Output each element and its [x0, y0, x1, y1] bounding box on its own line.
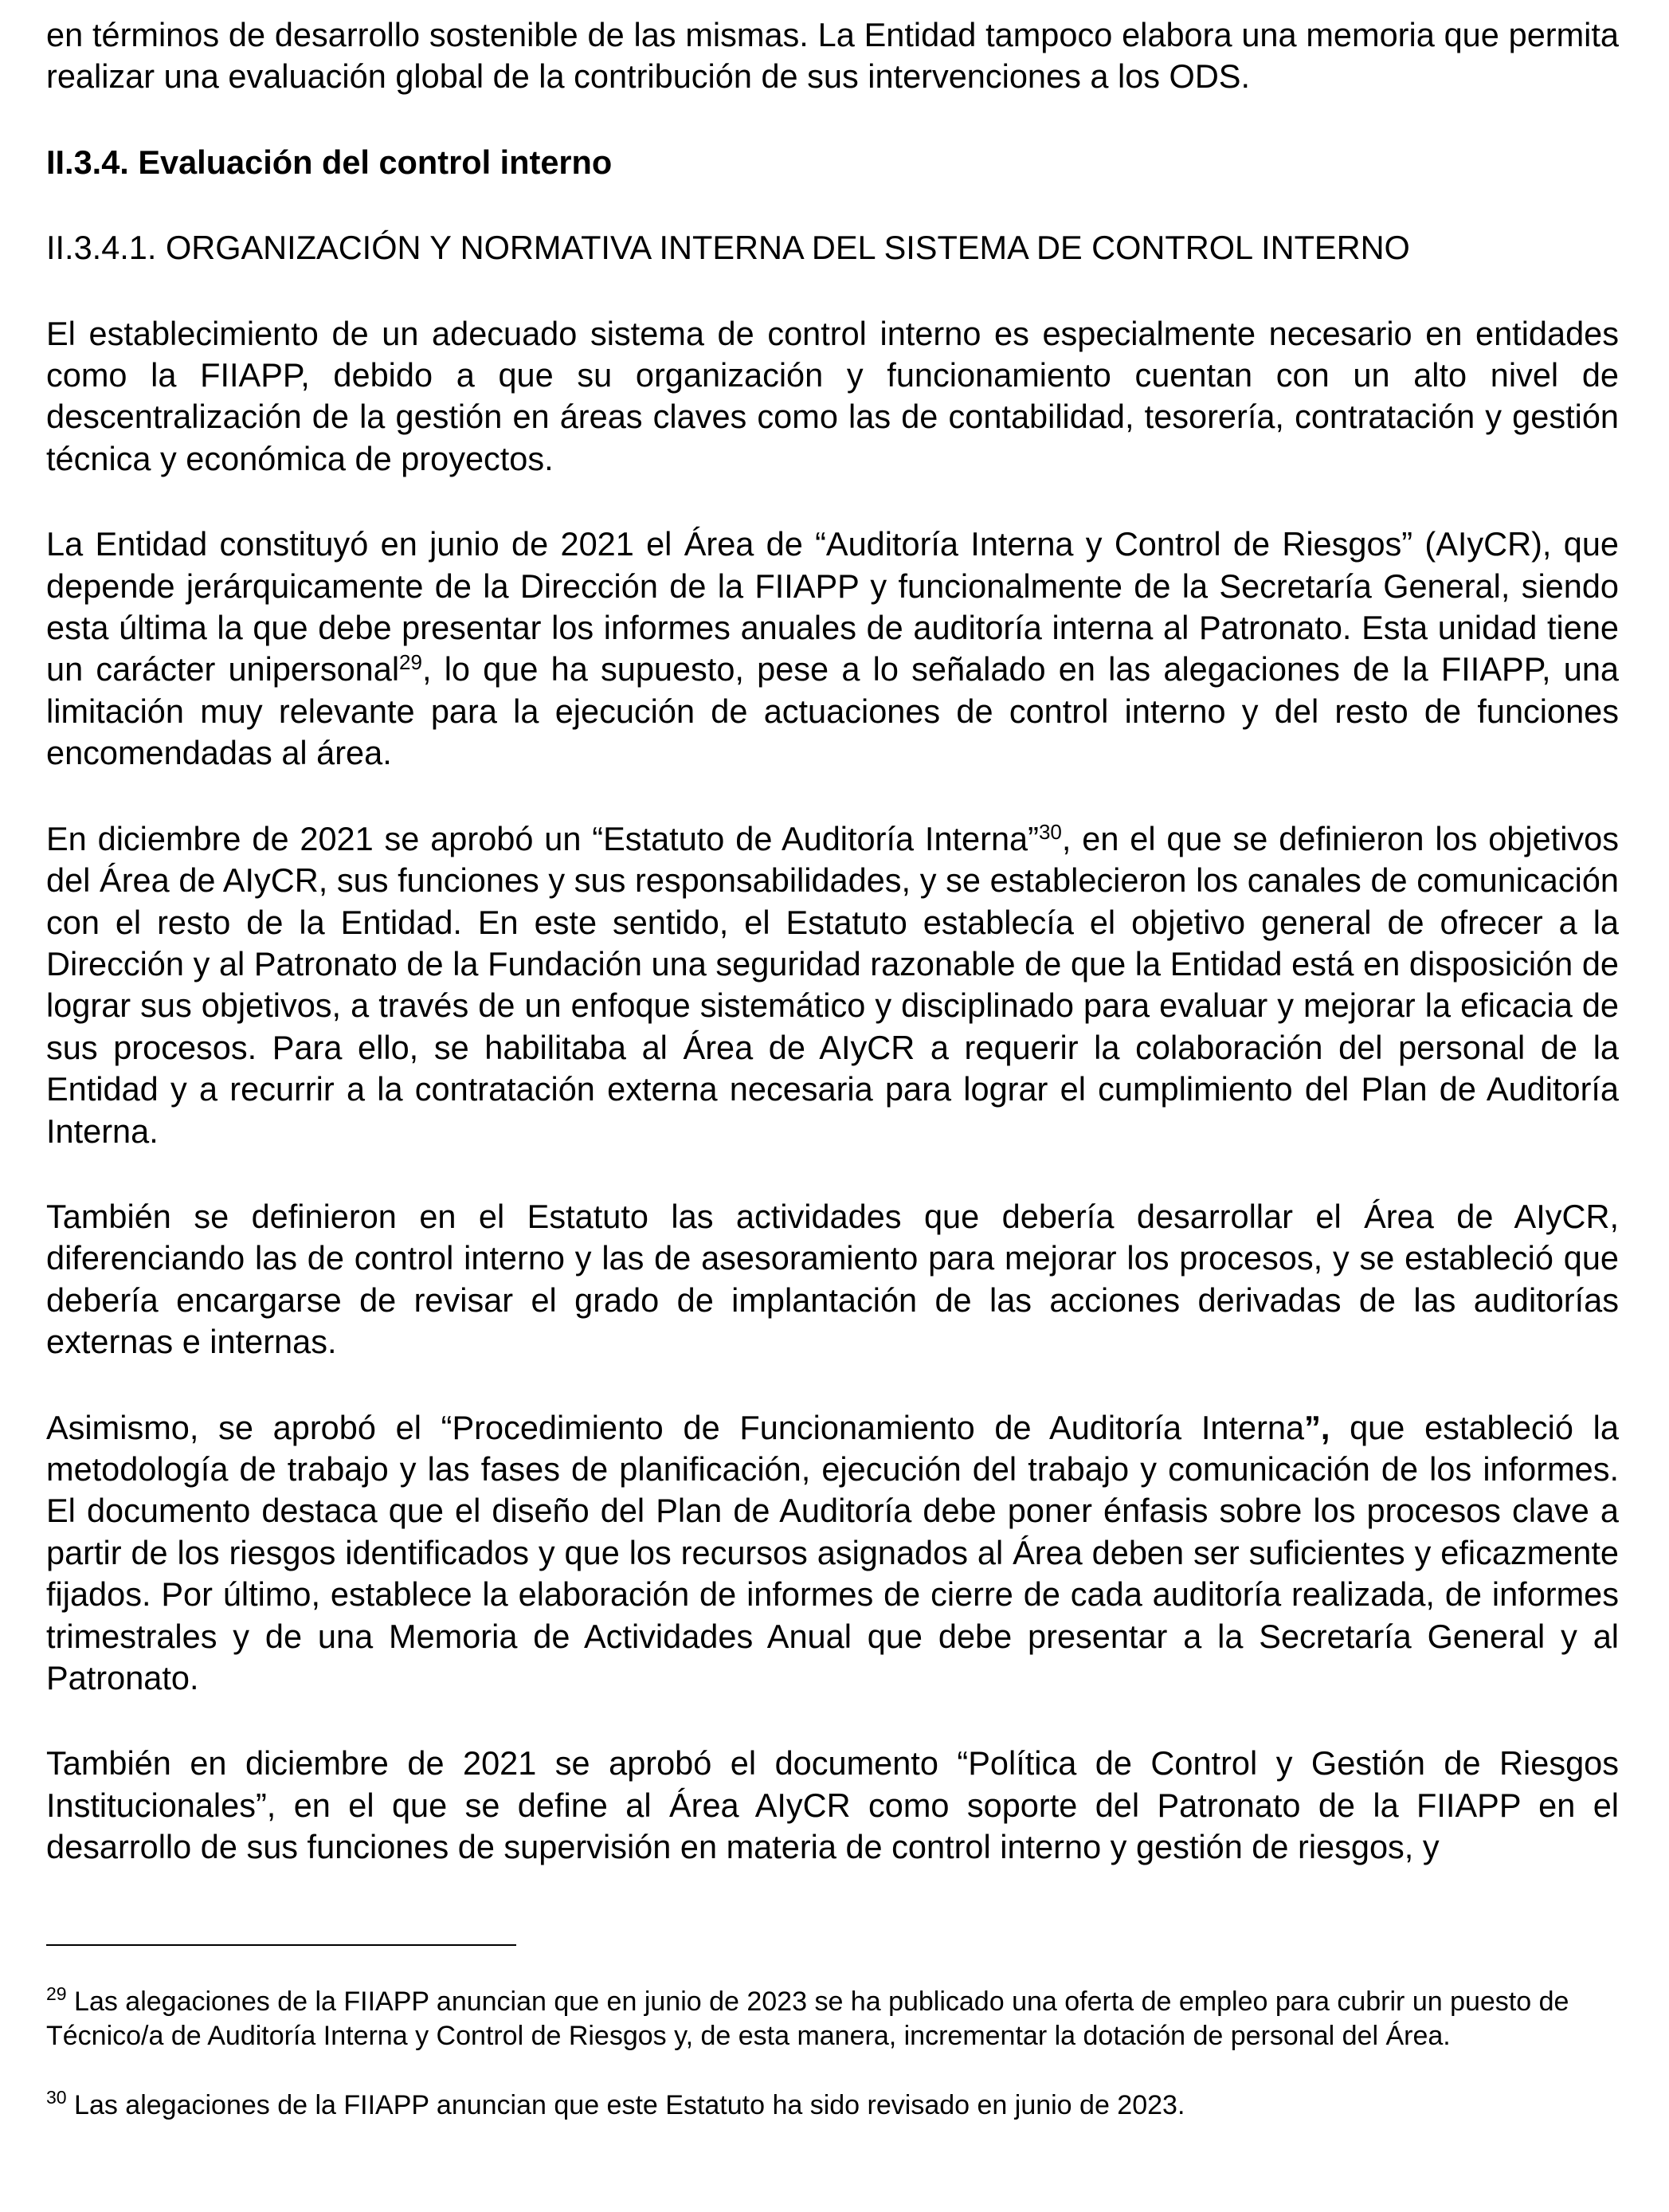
footnote-number: 29: [46, 1983, 67, 2004]
paragraph-3-text-b: , en el que se definieron los objetivos del Área de AIyCR, sus funciones y sus responsabilidades, y se establecieron los canales de comunicación con el resto de la Entidad. En este sentido, el Estatuto establecía el objetivo general de ofrecer a la Dirección y al Patronato de la Fundación una seguridad razonable de que la Entidad está en disposición de lograr sus objetivos, a través de un enfoque sistemático y disciplinado para evaluar y mejorar la eficacia de sus procesos. Para ello, se habilitaba al Área de AIyCR a requerir la colaboración del personal de la Entidad y a recurrir a la contratación externa necesaria para lograr el cumplimiento del Plan de Auditoría Interna.: [46, 819, 1620, 1150]
paragraph-5-text-b: que estableció la metodología de trabajo y las fases de planificación, ejecución del trabajo y comunicación de los informes. El documento destaca que el diseño del Plan de Auditoría debe poner énfasis sobre los procesos clave a partir de los riesgos identificados y que los recursos asignados al Área deben ser suficientes y eficazmente fijados. Por último, establece la elaboración de informes de cierre de cada auditoría realizada, de informes trimestrales y de una Memoria de Actividades Anual que debe presentar a la Secretaría General y al Patronato.: [46, 1408, 1619, 1696]
paragraph-5: [46, 1407, 1619, 1700]
paragraph-2: [46, 524, 1619, 774]
spacer: [46, 1152, 1619, 1196]
paragraph-2-text-b: , lo que ha supuesto, pese a lo señalado en las alegaciones de la FIIAPP, una limitación muy relevante para la ejecución de actuaciones de control interno y del resto de funciones encomendadas al área.: [46, 650, 1619, 772]
document-page: [46, 14, 1619, 1869]
spacer: [46, 98, 1619, 142]
spacer: [46, 183, 1619, 227]
footnote-30: [46, 2088, 1609, 2123]
paragraph-3-text-a: En diciembre de 2021 se aprobó un “Estatuto de Auditoría Interna”: [46, 819, 1039, 857]
paragraph-2-text-a: La Entidad constituyó en junio de 2021 el Área de “Auditoría Interna y Control de Riesgos” (AIyCR), que depende jerárquicamente de la Dirección de la FIIAPP y funcionalmente de la Secretaría General, siendo esta última la que debe presentar los informes anuales de auditoría interna al Patronato. Esta unidad tiene un carácter unipersonal: [46, 525, 1619, 688]
paragraph-5-text-a: Asimismo, se aprobó el “Procedimiento de Funcionamiento de Auditoría Interna: [46, 1408, 1305, 1446]
spacer: [46, 1699, 1619, 1743]
paragraph-3: [46, 818, 1619, 1152]
footnote-number: 30: [46, 2087, 67, 2108]
spacer: [46, 1363, 1619, 1407]
spacer: [46, 480, 1619, 524]
subsection-heading: II.3.4.1. ORGANIZACIÓN Y NORMATIVA INTERNA DEL SISTEMA DE CONTROL INTERNO: [46, 229, 1410, 267]
footnote-29: [46, 1985, 1609, 2053]
paragraph-5-bold-quote: ”,: [1304, 1408, 1330, 1446]
footnote-ref-29[interactable]: 29: [399, 650, 422, 675]
paragraph-continuation: en términos de desarrollo sostenible de las mismas. La Entidad tampoco elabora una memoria que permita realizar una evaluación global de la contribución de sus intervenciones a los ODS.: [46, 16, 1619, 96]
footnote-separator: [46, 1944, 516, 1946]
footnote-text: Las alegaciones de la FIIAPP anuncian que este Estatuto ha sido revisado en junio de 2023.: [66, 2090, 1185, 2120]
paragraph-6: También en diciembre de 2021 se aprobó el documento “Política de Control y Gestión de Riesgos Institucionales”, en el que se define al Área AIyCR como soporte del Patronato de la FIIAPP en el desarrollo de sus funciones de supervisión en materia de control interno y gestión de riesgos, y: [46, 1744, 1619, 1866]
spacer: [46, 775, 1619, 818]
section-heading: II.3.4. Evaluación del control interno: [46, 143, 613, 181]
footnotes: [46, 1985, 1609, 2123]
footnote-text: Las alegaciones de la FIIAPP anuncian que en junio de 2023 se ha publicado una oferta de empleo para cubrir un puesto de Técnico/a de Auditoría Interna y Control de Riesgos y, de esta manera, incrementar la dotación de personal del Área.: [46, 1986, 1569, 2051]
paragraph-1: El establecimiento de un adecuado sistema de control interno es especialmente necesario en entidades como la FIIAPP, debido a que su organización y funcionamiento cuentan con un alto nivel de descentralización de la gestión en áreas claves como las de contabilidad, tesorería, contratación y gestión técnica y económica de proyectos.: [46, 314, 1619, 477]
spacer: [46, 2053, 1609, 2088]
spacer: [46, 269, 1619, 313]
footnote-ref-30[interactable]: 30: [1038, 819, 1062, 844]
paragraph-4: También se definieron en el Estatuto las actividades que debería desarrollar el Área de AIyCR, diferenciando las de control interno y las de asesoramiento para mejorar los procesos, y se estableció que debería encargarse de revisar el grado de implantación de las acciones derivadas de las auditorías externas e internas.: [46, 1197, 1619, 1361]
